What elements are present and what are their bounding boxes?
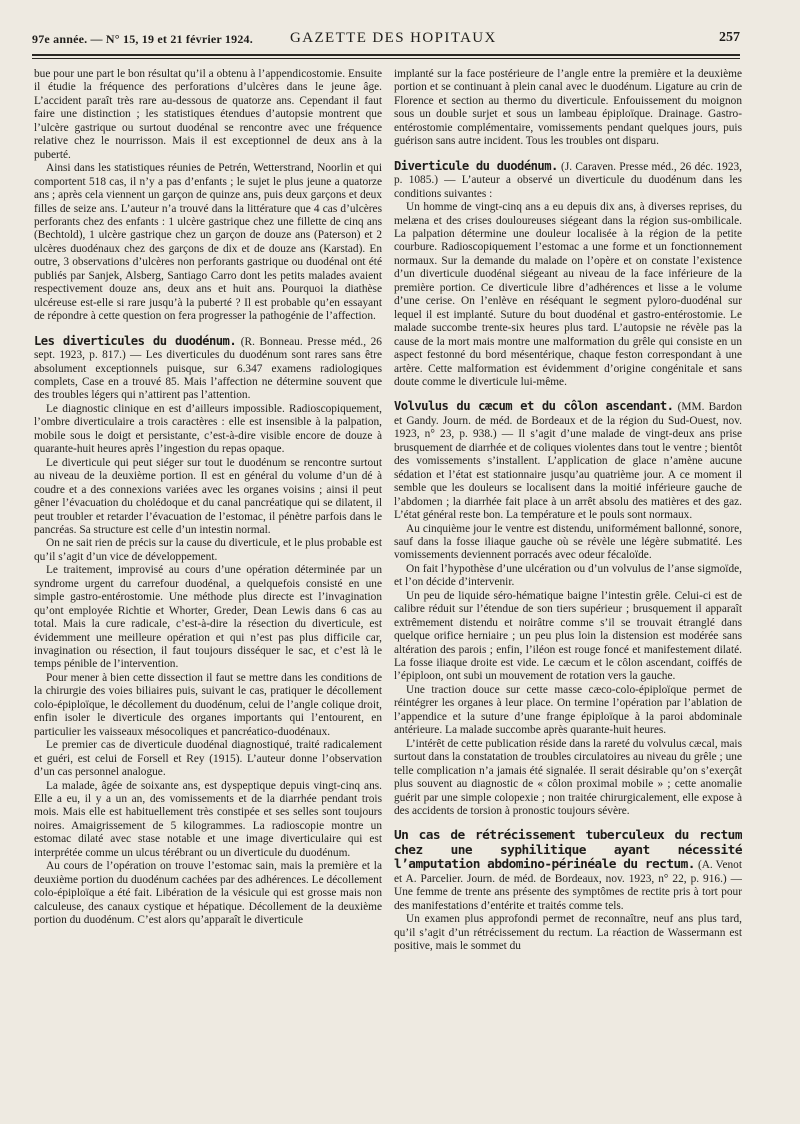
paragraph: Pour mener à bien cette dissection il faut se mettre dans les conditions de la chirurgie des voies biliaires puis, suivant le cas, pratiquer le décollement colo-épiploïque, le décollement du duodénum, celui de l’angle colique droit, enfin isoler le diverticule des organes importants qui l’entourent, en particulier les vaisseaux mésocoliques et pancréatico-duodénaux.: [34, 671, 382, 738]
article-reference: (J. Caraven. Presse méd., 26 déc. 1923, p. 1085.) —: [394, 160, 742, 187]
article-body-start: L’auteur a observé un diverticule du duodénum dans les conditions suivantes :: [394, 174, 742, 200]
article-body-start: Les diverticules du duodénum sont rares sans être absolument exceptionnels puisque, sur 6.347 examens radiologiques complets, Case en a trouvé 85. Mais l’affection ne détermine souvent que des troubles légers qui n’attirent pas l’attention.: [34, 349, 382, 402]
paragraph: Un peu de liquide séro-hématique baigne l’intestin grêle. Celui-ci est de calibre réduit sur l’étendue de son tiers supérieur ; brusquement il apparaît extrêmement distendu et noirâtre comme s’il se trouvait étranglé dans quelque orifice herniaire ; un peu plus loin la distension est modérée sans altération des parois ; enfin, l’iléon est rouge foncé et manifestement dilaté. La fosse iliaque droite est vide. Le cæcum et le côlon ascendant, coiffés de l’épiploon, ont subi un mouvement de rotation vers la gauche.: [394, 589, 742, 683]
paragraph: Un examen plus approfondi permet de reconnaître, neuf ans plus tard, qu’il s’agit d’un rétrécissement du rectum. La réaction de Wassermann est positive, mais le sommet du: [394, 913, 742, 953]
paragraph: L’intérêt de cette publication réside dans la rareté du volvulus cæcal, mais surtout dans la constatation de troubles circulatoires au niveau du grêle ; une telle complication n’a jamais été signalée. Il serait désirable qu’on s’exerçât plus souvent au diagnostic de « côlon proximal mobile » ; cette anomalie guérit par une simple colopexie ; non traitée chirurgicalement, elle expose à des accidents de torsion à pronostic toujours sévère.: [394, 737, 742, 818]
article-reference: (A. Venot et A. Parcelier. Journ. de méd. de Bordeaux, nov. 1923, n° 22, p. 916.) —: [394, 859, 742, 885]
journal-title: GAZETTE DES HOPITAUX: [290, 30, 497, 46]
paragraph: Au cours de l’opération on trouve l’estomac sain, mais la première et la deuxième portion du duodénum cachées par des adhérences. Le décollement colo-épiploïque a été fait. Libération de la vésicule qui est grosse mais non calculeuse, des canaux cystique et hépatique. Décollement de la deuxième portion du duodénum. C’est alors qu’apparaît le diverticule: [34, 860, 382, 927]
paragraph: bue pour une part le bon résultat qu’il a obtenu à l’appendicostomie. Ensuite il étudie la fréquence des perforations d’ulcères dans le jeune âge. L’accident paraît très rare au-dessous de quatorze ans. Cependant il faut faire une distinction ; les statistiques étendues d’autopsie montrent que l’ulcère gastrique ou surtout duodénal se rencontre avec une fréquence relative chez le nourrisson. Mais il est exceptionnel de deux ans à la puberté.: [34, 68, 382, 161]
article-reference: (MM. Bardon et Gandy. Journ. de méd. de Bordeaux et de la région du Sud-Ouest, nov. 1923, n° 23, p. 938.) —: [394, 401, 742, 441]
paragraph: Un homme de vingt-cinq ans a eu depuis dix ans, à diverses reprises, du melæna et des crises douloureuses siégeant dans la région sus-ombilicale. La palpation détermine une douleur localisée à la région de la petite courbure. Radioscopiquement l’estomac a une forme et un fonctionnement normaux. Sur la demande du malade on l’opère et on constate l’existence d’un diverticule duodénal siégeant au niveau de la face inférieure de la première portion. Ce diverticule libre d’adhérences et lisse a le volume d’une cerise. On l’enlève en réséquant le segment pyloro-duodénal sur lequel il est implanté. Suture du bout duodénal et gastro-entérostomie. Le malade succombe trente-six heures plus tard. L’autopsie ne révèle pas la cause de la mort mais montre une malformation du grêle qui consiste en un aspect festonné du bord mésentérique, chaque feston correspondant à une artère. Cette malformation est évidemment d’origine congénitale et sans doute comme le diverticule lui-même.: [394, 201, 742, 388]
article-lead: [394, 400, 742, 522]
article-lead: [394, 829, 742, 913]
article-body-start: Une femme de trente ans présente des symptômes de rectite pris à tort pour des manifestations d’entérite et traités comme tels.: [394, 886, 742, 912]
article-title: Les diverticules du duodénum.: [34, 333, 237, 348]
issue-line: 97e année. — N° 15, 19 et 21 février 1924.: [32, 32, 253, 46]
paragraph: Le traitement, improvisé au cours d’une opération déterminée par un syndrome urgent du carrefour duodénal, a quelquefois consisté en une simple gastro-entérostomie. Une méthode plus directe est l’invagination qu’ont employée Richtie et Whorter, Greder, Dean Lewis dans 6 cas au total. Mais la cure radicale, c’est-à-dire la résection du diverticule, est évidemment une meilleure opération et qui n’est pas plus difficile car, invagination ou résection, il faut toujours disséquer le sac, et c’est là le temps pénible de l’intervention.: [34, 564, 382, 671]
paragraph: On fait l’hypothèse d’une ulcération ou d’un volvulus de l’anse sigmoïde, et l’on décide d’intervenir.: [394, 562, 742, 589]
paragraph: On ne sait rien de précis sur la cause du diverticule, et le plus probable est qu’il s’agit d’un vice de développement.: [34, 537, 382, 563]
paragraph: Au cinquième jour le ventre est distendu, uniformément ballonné, sonore, sauf dans la fosse iliaque gauche où se révèle une légère submatité. Les vomissements deviennent porracés avec odeur fécaloïde.: [394, 522, 742, 562]
article-lead: [34, 335, 382, 403]
right-column: [394, 68, 742, 1108]
paragraph: Une traction douce sur cette masse cæco-colo-épiploïque permet de réintégrer les organes à leur place. On termine l’opération par l’ablation de l’appendice et la suture d’une frange épiploïque à la paroi abdominale antérieure. La malade succombe après quarante-huit heures.: [394, 683, 742, 737]
article-retrecissement-rectum: [394, 829, 742, 953]
article-title: Un cas de rétrécissement tuberculeux du rectum chez une syphilitique ayant nécessité l’amputation abdomino-périnéale du rectum.: [394, 828, 742, 873]
paragraph: Le premier cas de diverticule duodénal diagnostiqué, traité radicalement et guéri, est celui de Forsell et Rey (1915). L’auteur donne l’observation d’un cas personnel analogue.: [34, 739, 382, 779]
paragraph: Le diverticule qui peut siéger sur tout le duodénum se rencontre surtout au niveau de la deuxième portion. Il est en général du volume d’un dé à coudre et a des connexions variées avec les organes voisins ; ainsi il peut gêner l’évacuation du cholédoque et du canal pancréatique qui se dilatent, il peut troubler et retarder l’évacuation de l’estomac, il pénètre parfois dans le pancréas. Sa structure est celle d’un intestin normal.: [34, 456, 382, 536]
article-lead: [394, 160, 742, 201]
header-rule-thin: [32, 58, 740, 59]
paragraph: La malade, âgée de soixante ans, est dyspeptique depuis vingt-cinq ans. Elle a eu, il y a un an, des vomissements et de la diarrhée pendant trois mois. Mais elle est habituellement très constipée et ses selles sont toujours noires. Amaigrissement de 5 kilogrammes. La radioscopie montre un estomac dilaté avec stase notable et une image diverticulaire qui est interprétée comme un ulcus térébrant ou un diverticule du duodénum.: [34, 779, 382, 859]
article-diverticules-duodenum: [34, 335, 382, 928]
article-body-start: Il s’agit d’une malade de vingt-deux ans prise brusquement de diarrhée et de coliques violentes dans tout le ventre ; bientôt des vomissements s’installent. L’application de glace n’amène aucune sédation et l’état est stationnaire jusqu’au quatrième jour. A ce moment il semble que les douleurs se localisent dans la moitié inférieure gauche de l’abdomen ; la diarrhée fait place à un arrêt absolu des matières et des gaz. L’état général reste bon. La température et le pouls sont normaux.: [394, 428, 742, 522]
header-rule-thick: [32, 54, 740, 56]
paragraph: implanté sur la face postérieure de l’angle entre la première et la deuxième portion et se continuant à plein canal avec le duodénum. Ligature au crin de Florence et section au thermo du diverticule. Enfouissement du moignon sous un double surjet et sous un lambeau épiploïque. Drainage. Gastro-entérostomie complémentaire, vomissements pendant quelques jours, puis guérison sans autre incident. Tous les troubles ont disparu.: [394, 68, 742, 148]
article-reference: (R. Bonneau. Presse méd., 26 sept. 1923, p. 817.) —: [34, 335, 382, 362]
article-diverticule-duodenum: [394, 160, 742, 390]
paragraph: Le diagnostic clinique en est d’ailleurs impossible. Radioscopiquement, l’ombre diverticulaire a trois caractères : elle est insensible à la palpation, mobile sous le doigt et persistante, c’est-à-dire visible encore de douze à quarante-huit heures après l’ingestion du repas opaque.: [34, 402, 382, 456]
left-column: [34, 68, 382, 1108]
article-title: Volvulus du cæcum et du côlon ascendant.: [394, 399, 674, 414]
page-number: 257: [719, 30, 740, 45]
article-title: Diverticule du duodénum.: [394, 158, 558, 173]
article-volvulus-caecum: [394, 400, 742, 818]
paragraph: Ainsi dans les statistiques réunies de Petrén, Wetterstrand, Noorlin et qui comportent 518 cas, il n’y a pas d’enfants ; le sujet le plus jeune a quatorze ans ; après cela viennent un garçon de quinze ans, puis deux garçons et deux filles de seize ans. L’auteur n’a trouvé dans la littérature que 4 cas d’ulcères perforants chez des enfants : 1 ulcère gastrique chez une fillette de cinq ans (Bechtold), 1 ulcère gastrique chez un garçon de douze ans (Paterson) et 2 ulcères duodénaux chez des garçons de dix et de douze ans (Karstad). En outre, 3 observations d’ulcères non perforants gastrique ou duodénal ont été publiés par Sanjek, Alsberg, Santiago Carro dont les petits malades avaient respectivement douze ans, deux ans et huit ans. Pourquoi la diathèse ulcéreuse est-elle si rare jusqu’à la puberté ? Il est probable qu’en essayant de répondre à cette question on fera progresser la pathogénie de l’affection.: [34, 162, 382, 323]
page-header: [32, 28, 740, 50]
